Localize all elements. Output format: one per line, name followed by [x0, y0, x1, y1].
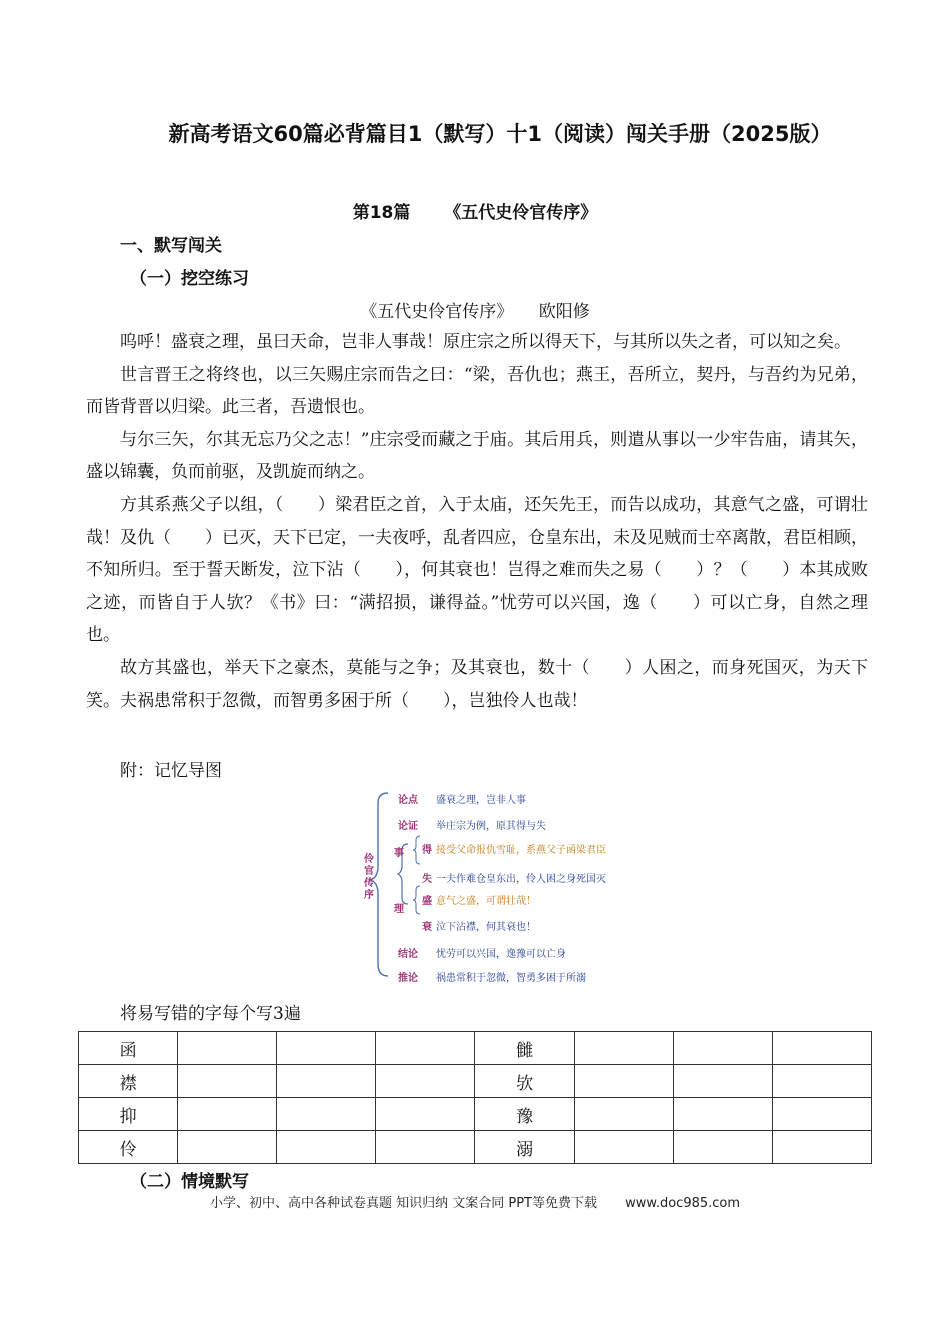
practice-char: 伶 [79, 1131, 178, 1164]
mindmap-text: 一夫作难仓皇东出，伶人困之身死国灭 [436, 874, 606, 885]
poem-paragraph: 世言晋王之将终也，以三矢赐庄宗而告之曰：“梁，吾仇也；燕王，吾所立，契丹，与吾约为兄弟，而皆背晋以归梁。此三者，吾遗恨也。 [86, 364, 868, 418]
table-row [79, 1098, 872, 1131]
practice-cell[interactable] [376, 1065, 475, 1098]
practice-cell[interactable] [376, 1131, 475, 1164]
poem-title: 《五代史伶官传序》 [360, 302, 514, 322]
subsection-heading-fill-blank: （一）挖空练习 [130, 269, 249, 289]
practice-cell[interactable] [772, 1032, 871, 1065]
mindmap-text: 盛衰之理，岂非人事 [436, 795, 526, 806]
practice-cell[interactable] [673, 1032, 772, 1065]
mindmap-text: 意气之盛，可谓壮哉！ [436, 896, 536, 907]
chapter-work: 《五代史伶官传序》 [444, 203, 598, 223]
poem-paragraph: 方其系燕父子以组，（ ）梁君臣之首，入于太庙，还矢先王，而告以成功，其意气之盛，可谓壮哉！及仇（ ）已灭，天下已定，一夫夜呼，乱者四应，仓皇东出，未及见贼而士卒离散，君臣相顾，不知所归。至于誓天断发，泣下沾（ ），何其衰也！岂得之难而失之易（ ）？（ ）本其成败之迹，而皆自于人欤？《书》曰：“满招损，谦得益。”忧劳可以兴国，逸（ ）可以亡身，自然之理也。 [86, 494, 868, 646]
practice-cell[interactable] [277, 1065, 376, 1098]
practice-cell[interactable] [277, 1131, 376, 1164]
chapter-number: 第18篇 [352, 203, 411, 223]
mindmap-key: 衰 [422, 922, 432, 933]
practice-cell[interactable] [673, 1098, 772, 1131]
subsection-heading-context: （二）情境默写 [130, 1172, 249, 1192]
practice-cell[interactable] [574, 1032, 673, 1065]
mindmap-shi: 事 [394, 848, 404, 859]
practice-cell[interactable] [376, 1032, 475, 1065]
practice-cell[interactable] [277, 1032, 376, 1065]
mindmap-text: 举庄宗为例，原其得与失 [436, 821, 546, 832]
poem-author: 欧阳修 [538, 302, 590, 322]
practice-cell[interactable] [574, 1065, 673, 1098]
practice-cell[interactable] [178, 1131, 277, 1164]
page-footer [0, 1192, 950, 1211]
mindmap-text: 接受父命报仇雪耻，系燕父子函梁君臣 [436, 845, 606, 856]
memory-mindmap [360, 788, 660, 984]
mindmap-label: 附：记忆导图 [120, 761, 222, 781]
mindmap-key: 论点 [398, 795, 418, 806]
document-title: 新高考语文60篇必背篇目1（默写）十1（阅读）闯关手册（2025版） [168, 122, 832, 146]
poem-paragraph: 呜呼！盛衰之理，虽曰天命，岂非人事哉！原庄宗之所以得天下，与其所以失之者，可以知之矣。 [120, 332, 851, 352]
mindmap-text: 泣下沾襟，何其衰也！ [436, 922, 536, 933]
mindmap-key: 结论 [398, 949, 418, 960]
practice-table [78, 1031, 872, 1164]
practice-cell[interactable] [277, 1098, 376, 1131]
practice-cell[interactable] [673, 1065, 772, 1098]
section-heading-1: 一、默写闯关 [120, 236, 222, 256]
poem-paragraph: 与尔三矢，尔其无忘乃父之志！”庄宗受而藏之于庙。其后用兵，则遣从事以一少牢告庙，请其矢，盛以锦囊，负而前驱，及凯旋而纳之。 [86, 429, 868, 483]
footer-text: 小学、初中、高中各种试卷真题 知识归纳 文案合同 PPT等免费下载 [209, 1196, 597, 1211]
practice-cell[interactable] [178, 1098, 277, 1131]
poem-body [86, 326, 868, 717]
mindmap-key: 盛 [422, 896, 432, 907]
mindmap-key: 得 [422, 845, 432, 856]
table-row [79, 1131, 872, 1164]
practice-cell[interactable] [178, 1032, 277, 1065]
mindmap-key: 论证 [398, 821, 418, 832]
practice-cell[interactable] [574, 1098, 673, 1131]
table-row [79, 1032, 872, 1065]
practice-cell[interactable] [673, 1131, 772, 1164]
practice-cell[interactable] [772, 1065, 871, 1098]
chapter-heading [0, 198, 950, 223]
practice-char: 襟 [79, 1065, 178, 1098]
mindmap-key: 推论 [398, 973, 418, 984]
mindmap-text: 祸患常积于忽微，智勇多困于所溺 [436, 973, 586, 984]
table-row [79, 1065, 872, 1098]
practice-cell[interactable] [574, 1131, 673, 1164]
practice-cell[interactable] [178, 1065, 277, 1098]
practice-char: 抑 [79, 1098, 178, 1131]
poem-paragraph: 故方其盛也，举天下之豪杰，莫能与之争；及其衰也，数十（ ）人困之，而身死国灭，为天下笑。夫祸患常积于忽微，而智勇多困于所（ ），岂独伶人也哉！ [86, 657, 868, 711]
mindmap-li: 理 [394, 904, 404, 915]
practice-cell[interactable] [376, 1098, 475, 1131]
practice-char: 豫 [475, 1098, 574, 1131]
practice-cell[interactable] [772, 1131, 871, 1164]
poem-heading [0, 297, 950, 322]
practice-char: 雠 [475, 1032, 574, 1065]
practice-char: 溺 [475, 1131, 574, 1164]
practice-char: 欤 [475, 1065, 574, 1098]
footer-link[interactable]: www.doc985.com [625, 1196, 741, 1211]
practice-caption: 将易写错的字每个写3遍 [120, 1004, 301, 1024]
mindmap-text: 忧劳可以兴国，逸豫可以亡身 [436, 949, 566, 960]
mindmap-key: 失 [422, 874, 432, 885]
practice-cell[interactable] [772, 1098, 871, 1131]
mindmap-root: 伶官传序 [364, 854, 374, 901]
practice-char: 函 [79, 1032, 178, 1065]
